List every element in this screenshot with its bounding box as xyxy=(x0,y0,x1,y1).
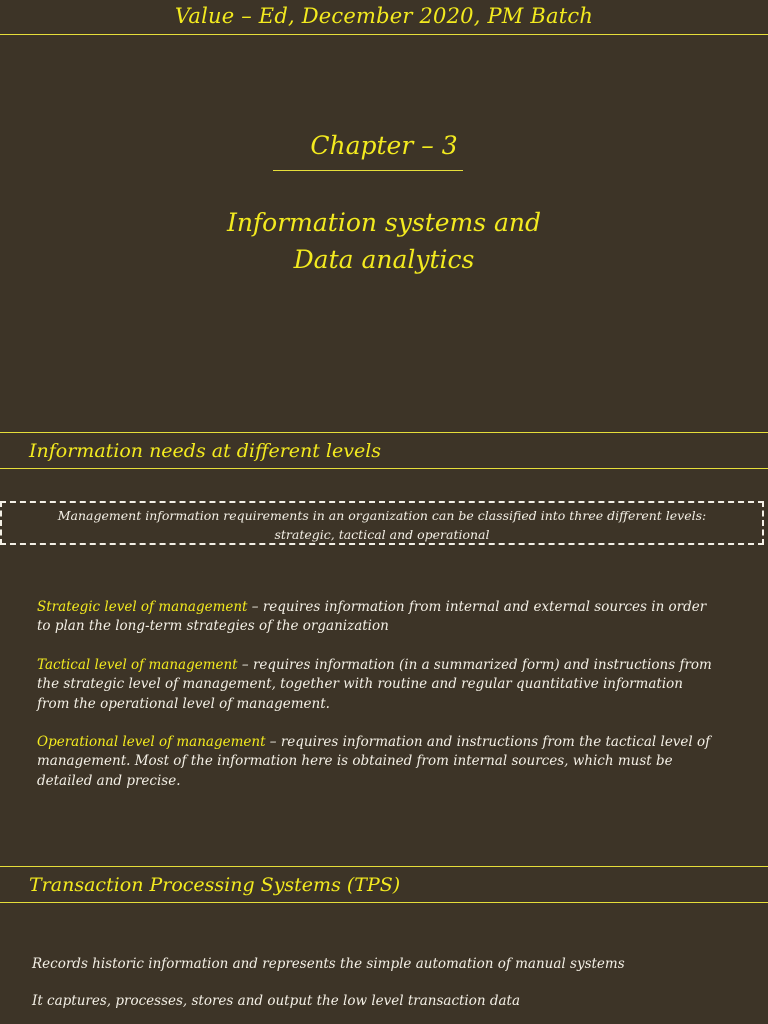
chapter-subtitle-line1: Information systems and xyxy=(226,208,542,237)
section1-top-divider xyxy=(0,432,768,433)
strategic-level-text: – requires information from internal and external sources in order to plan the long-term strategies of the organization xyxy=(37,599,707,635)
chapter-subtitle xyxy=(0,204,768,278)
section2-title: Transaction Processing Systems (TPS) xyxy=(29,874,401,896)
callout-line1: Management information requirements in an organization can be classified into three different levels: xyxy=(57,508,707,523)
tactical-level-term: Tactical level of management xyxy=(37,657,238,673)
section2-top-divider xyxy=(0,866,768,867)
section2-bottom-divider xyxy=(0,902,768,903)
tps-line-1: Records historic information and represents the simple automation of manual systems xyxy=(32,956,625,972)
callout-line2: strategic, tactical and operational xyxy=(274,527,490,542)
operational-level-term: Operational level of management xyxy=(37,734,266,750)
operational-level-text: – requires information and instructions from the tactical level of management. Most of the information here is obtained from internal sources, which must be detailed and precise. xyxy=(37,734,711,789)
header-divider xyxy=(0,34,768,35)
chapter-subtitle-line2: Data analytics xyxy=(293,245,475,274)
section1-title: Information needs at different levels xyxy=(29,440,382,462)
page-header-title: Value – Ed, December 2020, PM Batch xyxy=(174,4,594,28)
tactical-level-text: – requires information (in a summarized form) and instructions from the strategic level of management, together with routine and regular quantitative information from the operational level of management. xyxy=(37,657,712,712)
chapter-title: Chapter – 3 xyxy=(310,131,458,160)
operational-level-paragraph xyxy=(37,733,717,791)
strategic-level-paragraph xyxy=(37,598,717,637)
levels-callout-box xyxy=(0,501,764,545)
tps-line-2: It captures, processes, stores and output the low level transaction data xyxy=(32,993,521,1009)
strategic-level-term: Strategic level of management xyxy=(37,599,248,615)
chapter-underline xyxy=(273,170,463,171)
tactical-level-paragraph xyxy=(37,656,717,714)
section1-bottom-divider xyxy=(0,468,768,469)
